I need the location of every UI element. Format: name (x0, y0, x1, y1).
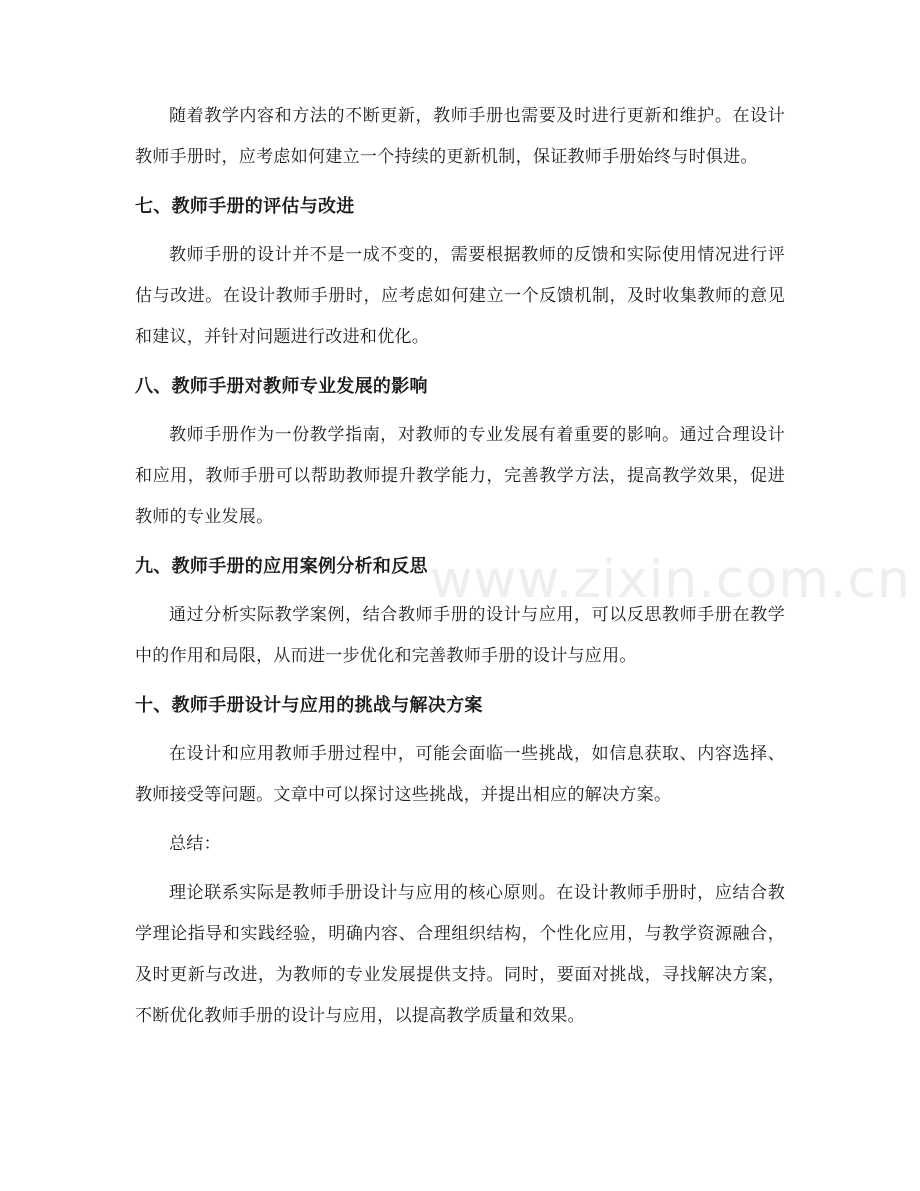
heading-section-9: 九、教师手册的应用案例分析和反思 (135, 556, 428, 577)
paragraph-section-10: 在设计和应用教师手册过程中，可能会面临一些挑战，如信息获取、内容选择、教师接受等问题。文章中可以探讨这些挑战，并提出相应的解决方案。 (135, 744, 785, 805)
summary-label: 总结： (169, 834, 221, 854)
watermark: www.zixin.com.cn (430, 550, 911, 610)
paragraph-section-8: 教师手册作为一份教学指南，对教师的专业发展有着重要的影响。通过合理设计和应用，教师手册可以帮助教师提升教学能力，完善教学方法，提高教学效果，促进教师的专业发展。 (135, 425, 785, 527)
paragraph-section-7: 教师手册的设计并不是一成不变的，需要根据教师的反馈和实际使用情况进行评估与改进。在设计教师手册时，应考虑如何建立一个反馈机制，及时收集教师的意见和建议，并针对问题进行改进和优化。 (135, 245, 785, 347)
paragraph-summary: 理论联系实际是教师手册设计与应用的核心原则。在设计教师手册时，应结合教学理论指导和实践经验，明确内容、合理组织结构，个性化应用，与教学资源融合，及时更新与改进，为教师的专业发展提供支持。同时，要面对挑战，寻找解决方案，不断优化教师手册的设计与应用，以提高教学质量和效果。 (135, 883, 785, 1026)
paragraph-section-9: 通过分析实际教学案例，结合教师手册的设计与应用，可以反思教师手册在教学中的作用和局限，从而进一步优化和完善教师手册的设计与应用。 (135, 605, 785, 666)
document-body (135, 96, 785, 1037)
heading-section-10: 十、教师手册设计与应用的挑战与解决方案 (135, 695, 483, 716)
heading-section-8: 八、教师手册对教师专业发展的影响 (135, 376, 428, 397)
paragraph-maintenance: 随着教学内容和方法的不断更新，教师手册也需要及时进行更新和维护。在设计教师手册时，应考虑如何建立一个持续的更新机制，保证教师手册始终与时俱进。 (135, 106, 785, 167)
heading-section-7: 七、教师手册的评估与改进 (135, 196, 355, 217)
